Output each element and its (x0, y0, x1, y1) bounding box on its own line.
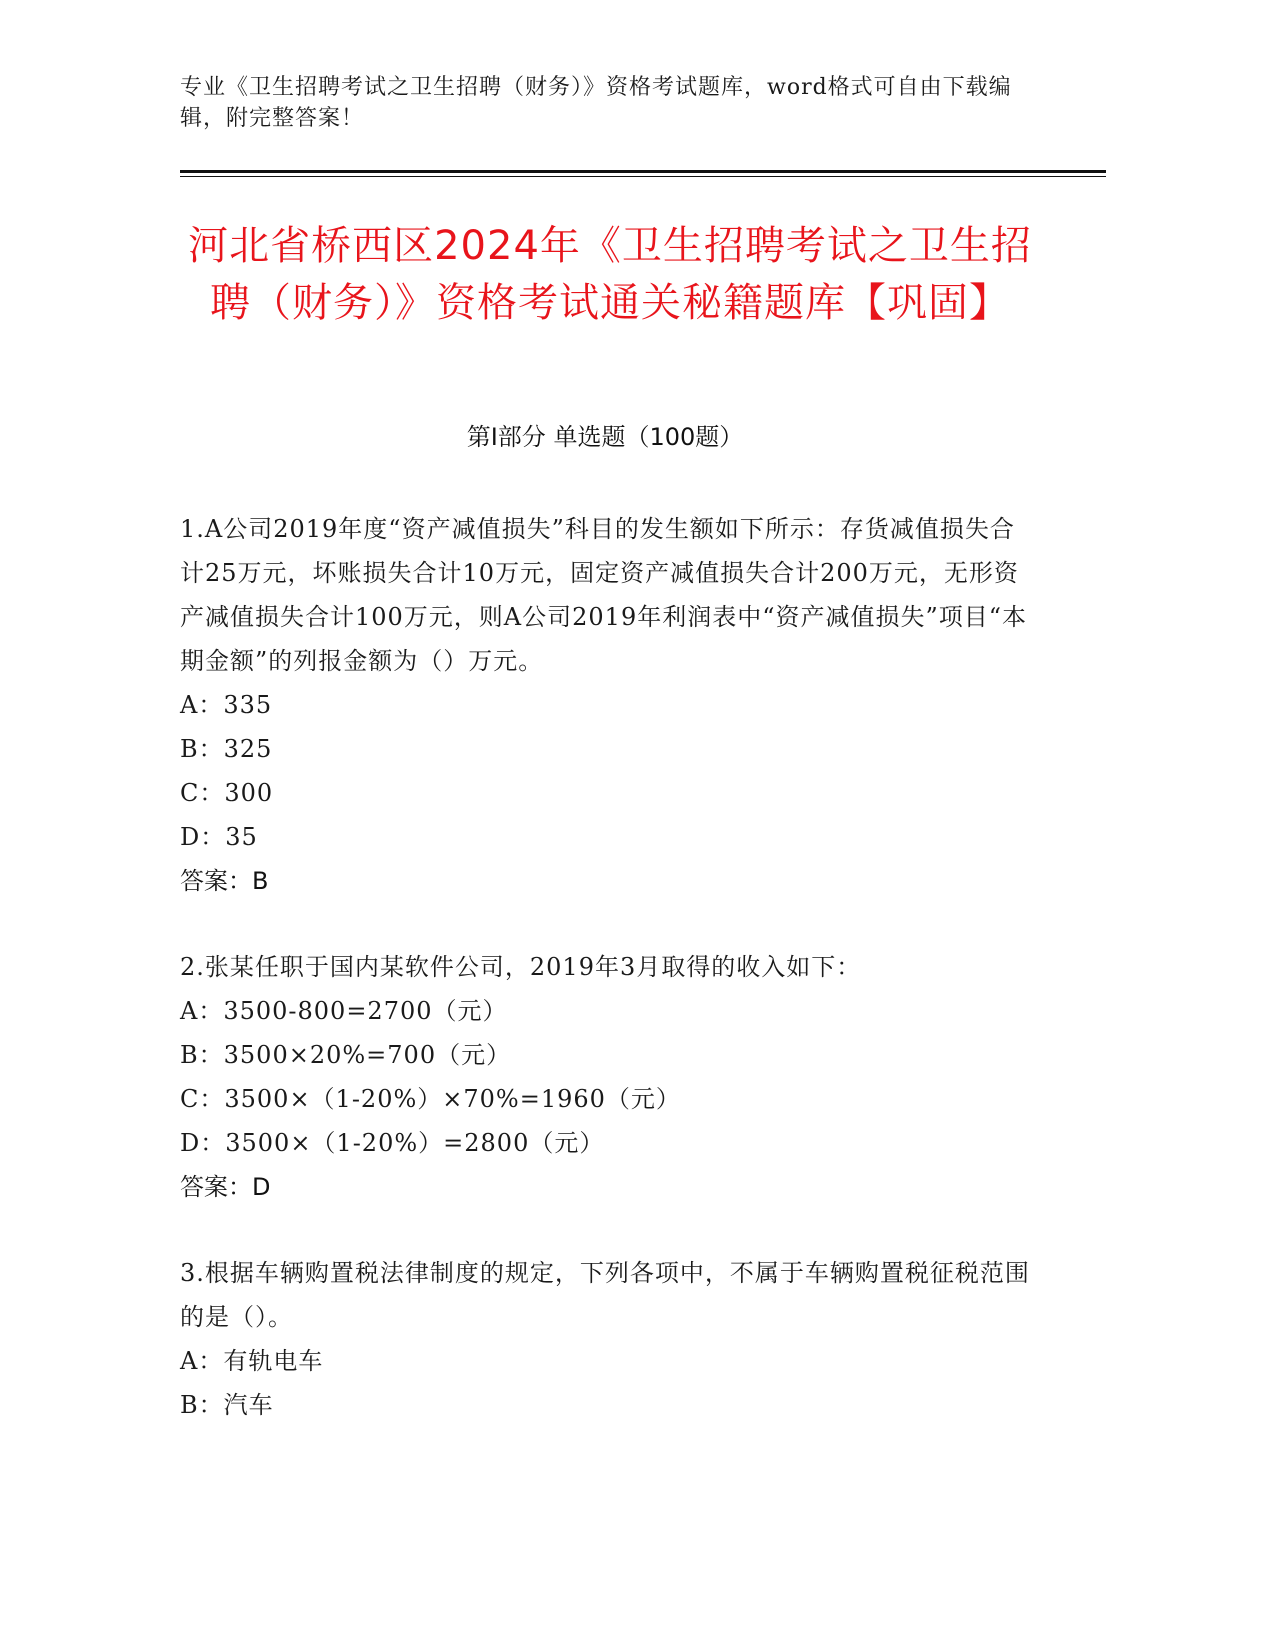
option-a: A：3500-800=2700（元） (180, 997, 508, 1025)
option-d: D：35 (180, 823, 258, 851)
answer: 答案：D (180, 1173, 271, 1201)
option-b: B：汽车 (180, 1391, 274, 1419)
question-3 (180, 1251, 1030, 1427)
option-a: A：有轨电车 (180, 1347, 324, 1375)
header-note: 专业《卫生招聘考试之卫生招聘（财务）》资格考试题库，word格式可自由下载编辑，附完整答案！ (180, 75, 1012, 131)
question-1 (180, 507, 1030, 903)
header-rule-thick (180, 170, 1106, 173)
answer: 答案：B (180, 867, 269, 895)
option-b: B：325 (180, 735, 273, 763)
option-a: A：335 (180, 691, 273, 719)
section-heading: 第Ⅰ部分 单选题（100题） (466, 423, 744, 451)
option-c: C：300 (180, 779, 274, 807)
option-c: C：3500×（1-20%）×70%=1960（元） (180, 1085, 681, 1113)
question-2 (180, 945, 1030, 1209)
question-list (180, 507, 1030, 1469)
option-d: D：3500×（1-20%）=2800（元） (180, 1129, 605, 1157)
header-rule-thin (180, 176, 1106, 177)
option-b: B：3500×20%=700（元） (180, 1041, 512, 1069)
question-stem: 3.根据车辆购置税法律制度的规定，下列各项中，不属于车辆购置税征税范围的是（）。 (180, 1259, 1030, 1331)
question-stem: 1.A公司2019年度“资产减值损失”科目的发生额如下所示：存货减值损失合计25万元，坏账损失合计10万元，固定资产减值损失合计200万元，无形资产减值损失合计100万元，则A公司2019年利润表中“资产减值损失”项目“本期金额”的列报金额为（）万元。 (180, 515, 1028, 675)
document-title: 河北省桥西区2024年《卫生招聘考试之卫生招聘（财务）》资格考试通关秘籍题库【巩固】 (188, 223, 1032, 326)
question-stem: 2.张某任职于国内某软件公司，2019年3月取得的收入如下： (180, 953, 862, 981)
